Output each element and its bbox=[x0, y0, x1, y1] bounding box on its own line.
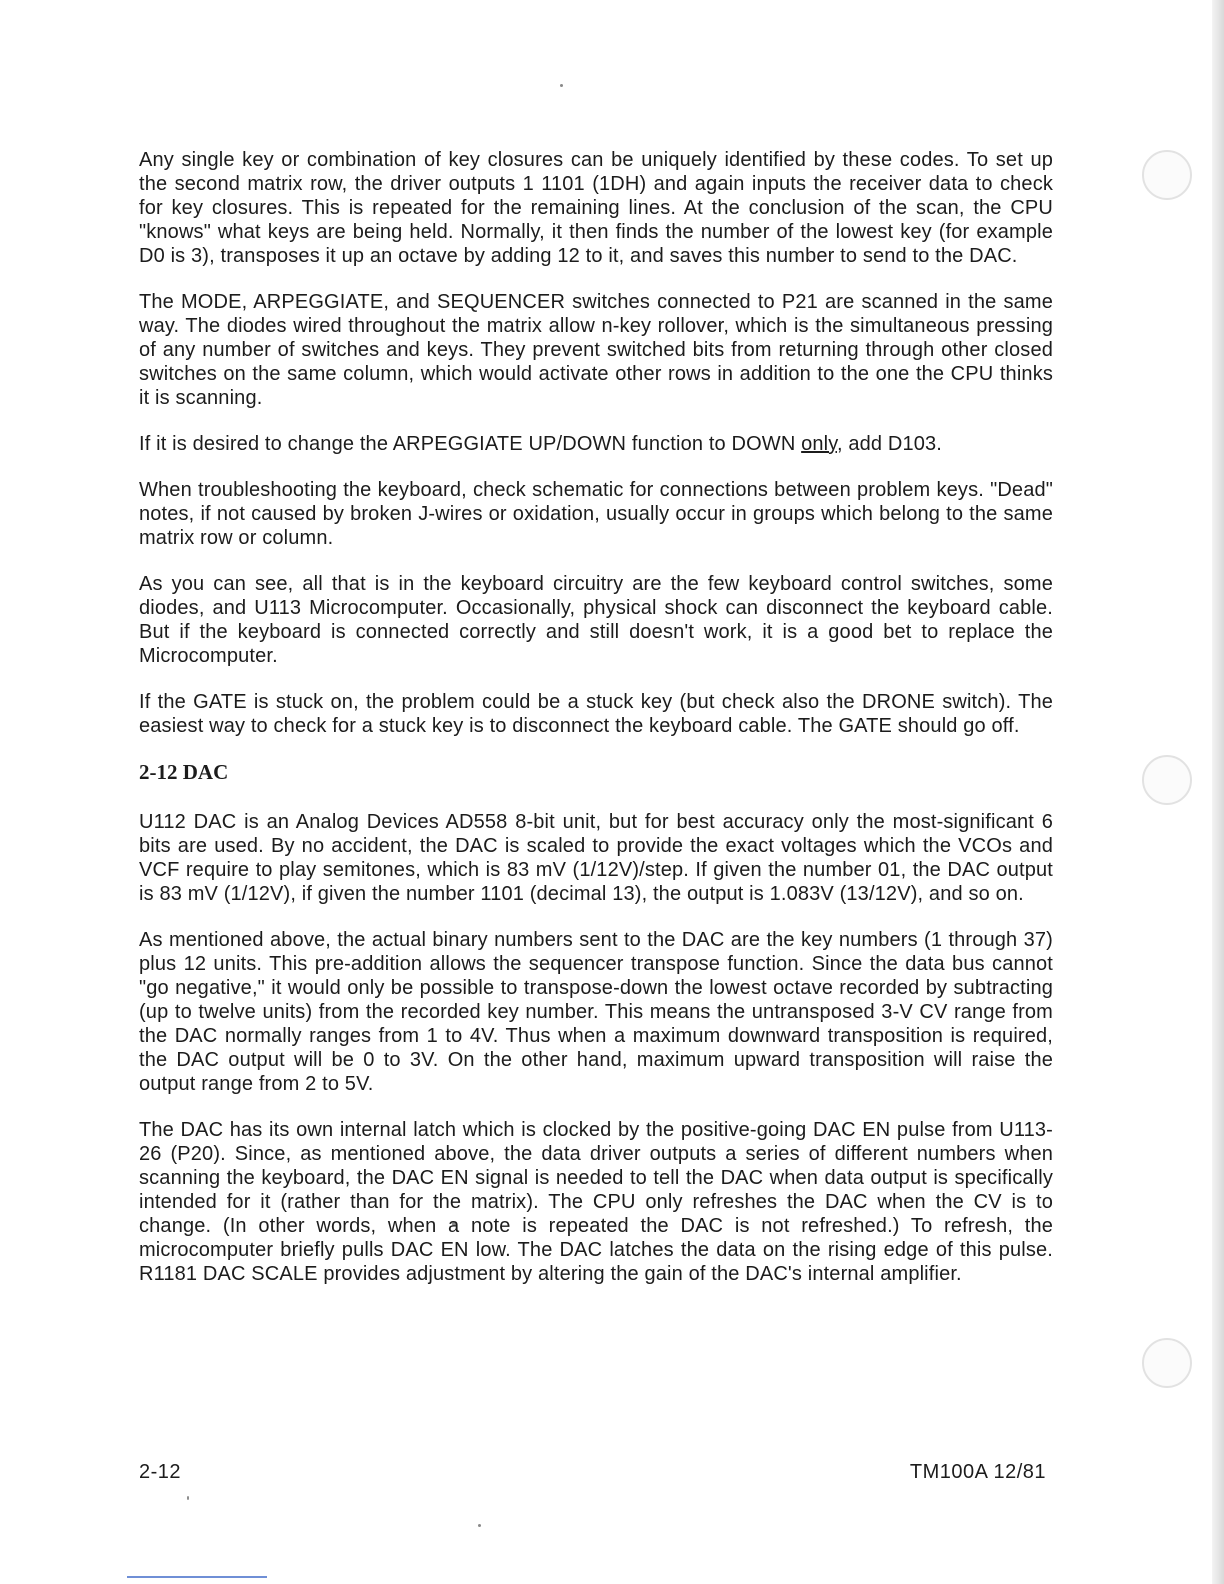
paragraph-dac-transpose: As mentioned above, the actual binary numbers sent to the DAC are the key numbers (1 through 37) plus 12 units. This pre-addition allows the sequencer transpose function. Since the data bus cannot "go negative," it would only be possible to transpose-down the lowest octave recorded by subtracting (up to twelve units) from the recorded key number. This means the untransposed 3-V CV range from the DAC normally ranges from 1 to 4V. Thus when a maximum downward transposition is required, the DAC output will be 0 to 3V. On the other hand, maximum upward transposition will raise the output range from 2 to 5V. bbox=[139, 929, 1053, 1095]
footer-document-id: TM100A 12/81 bbox=[909, 1461, 1046, 1483]
scan-speck bbox=[478, 1524, 481, 1527]
binder-hole-bottom bbox=[1142, 1338, 1192, 1388]
binder-hole-top bbox=[1142, 150, 1192, 200]
footer-page-number: 2-12 bbox=[139, 1461, 182, 1483]
document-body bbox=[139, 148, 1053, 1308]
paragraph-gate-stuck: If the GATE is stuck on, the problem could be a stuck key (but check also the DRONE switch). The easiest way to check for a stuck key is to disconnect the keyboard cable. The GATE should go off. bbox=[139, 691, 1053, 737]
paragraph-arpeggiate-note bbox=[139, 432, 1053, 456]
page-edge-shadow bbox=[1212, 0, 1224, 1584]
paragraph-keyboard-circuitry: As you can see, all that is in the keyboard circuitry are the few keyboard control switches, some diodes, and U113 Microcomputer. Occasionally, physical shock can disconnect the keyboard cable. But if the keyboard is connected correctly and still doesn't work, it is a good bet to replace the Microcomputer. bbox=[139, 573, 1053, 667]
paragraph-key-scan: Any single key or combination of key closures can be uniquely identified by these codes. To set up the second matrix row, the driver outputs 1 1101 (1DH) and again inputs the receiver data to check for key closures. This is repeated for the remaining lines. At the conclusion of the scan, the CPU "knows" what keys are being held. Normally, it then finds the number of the lowest key (for example D0 is 3), transposes it up an octave by adding 12 to it, and saves this number to send to the DAC. bbox=[139, 149, 1053, 267]
paragraph-dac-latch: The DAC has its own internal latch which is clocked by the positive-going DAC EN pulse from U113-26 (P20). Since, as mentioned above, the data driver outputs a series of different numbers when scanning the keyboard, the DAC EN signal is needed to tell the DAC when data output is specifically intended for it (rather than for the matrix). The CPU only refreshes the DAC when the CV is to change. (In other words, when a note is repeated the DAC is not refreshed.) To refresh, the microcomputer briefly pulls DAC EN low. The DAC latches the data on the rising edge of this pulse. R1181 DAC SCALE provides adjustment by altering the gain of the DAC's internal amplifier. bbox=[139, 1119, 1053, 1285]
arpeggiate-emphasis: only bbox=[801, 433, 837, 455]
scan-speck bbox=[560, 84, 563, 87]
scan-edge-line bbox=[127, 1576, 267, 1578]
paragraph-dac-overview: U112 DAC is an Analog Devices AD558 8-bit unit, but for best accuracy only the most-significant 6 bits are used. By no accident, the DAC is scaled to provide the exact voltages which the VCOs and VCF require to play semitones, which is 83 mV (1/12V)/step. If given the number 01, the DAC output is 83 mV (1/12V), if given the number 1101 (decimal 13), the output is 1.083V (13/12V), and so on. bbox=[139, 811, 1053, 905]
arpeggiate-text-before: If it is desired to change the ARPEGGIATE UP/DOWN function to DOWN bbox=[139, 433, 802, 455]
binder-hole-middle bbox=[1142, 755, 1192, 805]
scan-speck bbox=[187, 1496, 189, 1500]
arpeggiate-text-after: , add D103. bbox=[836, 433, 943, 455]
paragraph-switch-scan: The MODE, ARPEGGIATE, and SEQUENCER switches connected to P21 are scanned in the same way. The diodes wired throughout the matrix allow n-key rollover, which is the simultaneous pressing of any number of switches and keys. They prevent switched bits from returning through other closed switches on the same column, which would activate other rows in addition to the one the CPU thinks it is scanning. bbox=[139, 291, 1053, 409]
section-heading-dac: 2-12 DAC bbox=[139, 760, 229, 784]
paragraph-troubleshooting: When troubleshooting the keyboard, check schematic for connections between problem keys. "Dead" notes, if not caused by broken J-wires or oxidation, usually occur in groups which belong to the same matrix row or column. bbox=[139, 479, 1053, 549]
